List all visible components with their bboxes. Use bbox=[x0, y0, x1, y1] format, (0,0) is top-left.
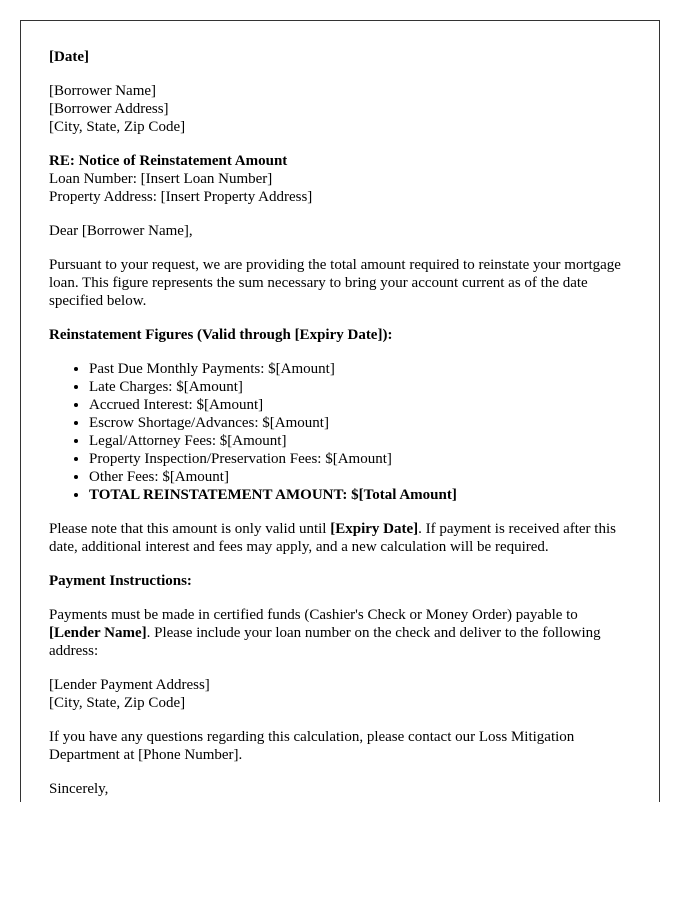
borrower-address: [Borrower Address] bbox=[49, 101, 169, 117]
validity-note: Please note that this amount is only valid until [Expiry Date]. If payment is received after this date, additional interest and fees may apply, and a new calculation will be required. bbox=[49, 521, 616, 555]
figures-heading: Reinstatement Figures (Valid through [Expiry Date]): bbox=[49, 327, 393, 343]
list-item: • Legal/Attorney Fees: $[Amount] bbox=[89, 432, 631, 450]
questions-paragraph: If you have any questions regarding this calculation, please contact our Loss Mitigation Department at [Phone Number]. bbox=[49, 729, 575, 763]
payment-paragraph: Payments must be made in certified funds (Cashier's Check or Money Order) payable to [Lender Name]. Please include your loan number on the check and deliver to the following address: bbox=[49, 607, 601, 659]
total-item: • TOTAL REINSTATEMENT AMOUNT: $[Total Amount] bbox=[89, 486, 631, 504]
list-item: • Late Charges: $[Amount] bbox=[89, 378, 631, 396]
re-block bbox=[49, 152, 631, 206]
date: [Date] bbox=[49, 49, 89, 65]
intro-paragraph: Pursuant to your request, we are providing the total amount required to reinstate your mortgage loan. This figure represents the sum necessary to bring your account current as of the date specified below. bbox=[49, 257, 621, 309]
list-item: • Accrued Interest: $[Amount] bbox=[89, 396, 631, 414]
loan-number: Loan Number: [Insert Loan Number] bbox=[49, 171, 273, 187]
list-item: • Past Due Monthly Payments: $[Amount] bbox=[89, 360, 631, 378]
list-item: • Property Inspection/Preservation Fees: $[Amount] bbox=[89, 450, 631, 468]
recipient-block bbox=[49, 82, 631, 136]
figures-list bbox=[49, 360, 631, 504]
list-item: • Escrow Shortage/Advances: $[Amount] bbox=[89, 414, 631, 432]
lender-address-block: [Lender Payment Address] [City, State, Zip Code] bbox=[49, 677, 210, 711]
borrower-city: [City, State, Zip Code] bbox=[49, 119, 186, 135]
borrower-name: [Borrower Name] bbox=[49, 83, 157, 99]
salutation: Dear [Borrower Name], bbox=[49, 223, 193, 239]
letter-page bbox=[20, 20, 660, 802]
property-address: Property Address: [Insert Property Address] bbox=[49, 189, 313, 205]
closing: Sincerely, bbox=[49, 781, 109, 797]
list-item: • Other Fees: $[Amount] bbox=[89, 468, 631, 486]
re-title: RE: Notice of Reinstatement Amount bbox=[49, 153, 288, 169]
payment-heading: Payment Instructions: bbox=[49, 573, 192, 589]
